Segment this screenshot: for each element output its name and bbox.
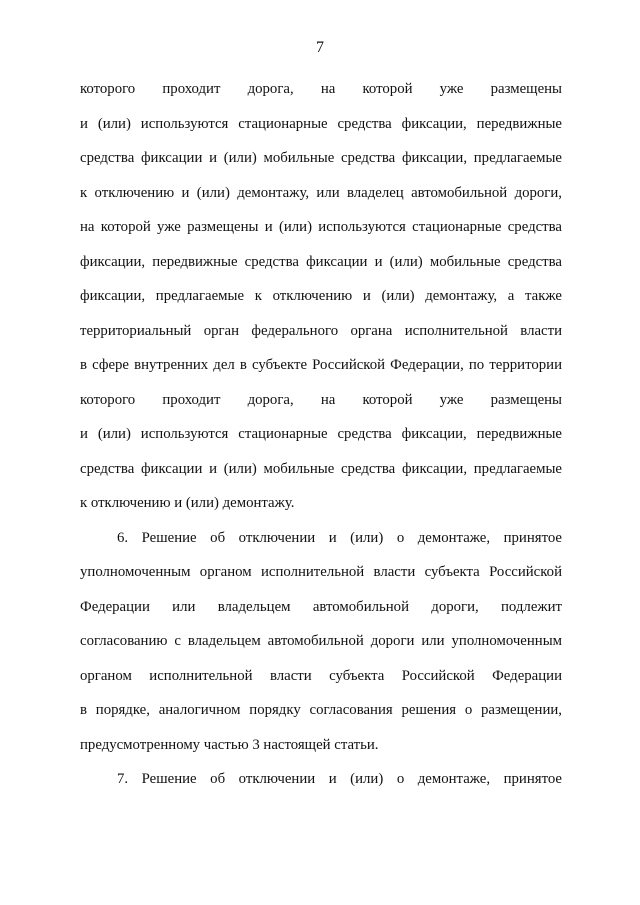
text-line: 7. Решение об отключении и (или) о демонтаже, принятое <box>117 771 562 787</box>
text-line: и (или) используются стационарные средства фиксации, передвижные <box>80 426 562 442</box>
text-line: территориальный орган федерального органа исполнительной власти <box>80 322 562 339</box>
text-line: предусмотренному частью 3 настоящей статьи. <box>80 736 379 753</box>
text-line: к отключению и (или) демонтажу. <box>80 495 295 511</box>
text-line: к отключению и (или) демонтажу, или владелец автомобильной дороги, <box>80 184 562 201</box>
text-line: и (или) используются стационарные средства фиксации, передвижные <box>80 115 562 132</box>
text-line: в порядке, аналогичном порядку согласования решения о размещении, <box>80 702 562 718</box>
paragraph-7 <box>80 762 562 797</box>
text-line: средства фиксации и (или) мобильные средства фиксации, предлагаемые <box>80 150 562 166</box>
paragraph-6 <box>80 521 562 763</box>
text-line: фиксации, передвижные средства фиксации и (или) мобильные средства <box>80 253 562 270</box>
text-line: фиксации, предлагаемые к отключению и (или) демонтажу, а также <box>80 288 562 304</box>
text-line: уполномоченным органом исполнительной власти субъекта Российской <box>80 564 562 580</box>
text-line: Федерации или владельцем автомобильной дороги, подлежит <box>80 598 562 615</box>
text-line: которого проходит дорога, на которой уже размещены <box>80 81 562 97</box>
text-line: 6. Решение об отключении и (или) о демонтаже, принятое <box>117 529 562 546</box>
text-line: в сфере внутренних дел в субъекте Российской Федерации, по территории <box>80 357 562 373</box>
text-line: которого проходит дорога, на которой уже размещены <box>80 391 562 408</box>
document-body <box>80 72 562 797</box>
text-line: согласованию с владельцем автомобильной дороги или уполномоченным <box>80 633 562 649</box>
page-number: 7 <box>316 39 324 56</box>
text-line: средства фиксации и (или) мобильные средства фиксации, предлагаемые <box>80 460 562 477</box>
text-line: на которой уже размещены и (или) используются стационарные средства <box>80 219 562 235</box>
paragraph-continuation <box>80 72 562 521</box>
text-line: органом исполнительной власти субъекта Российской Федерации <box>80 667 562 684</box>
